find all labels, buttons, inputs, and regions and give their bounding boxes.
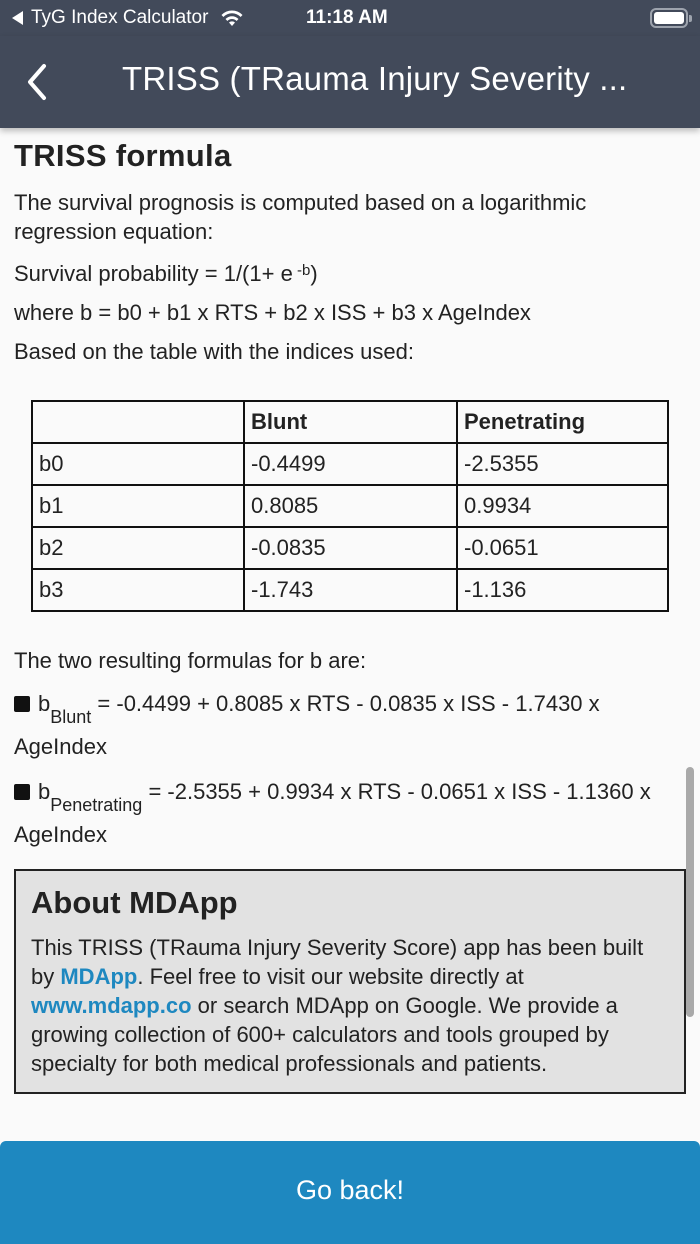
table-cell: -0.4499 xyxy=(244,443,457,485)
website-link[interactable]: www.mdapp.co xyxy=(31,993,192,1018)
back-triangle-icon xyxy=(12,11,23,25)
table-cell: -0.0651 xyxy=(457,527,668,569)
table-cell: -1.136 xyxy=(457,569,668,611)
table-cell: -2.5355 xyxy=(457,443,668,485)
table-cell: 0.9934 xyxy=(457,485,668,527)
table-header xyxy=(32,401,244,443)
return-to-app-button[interactable] xyxy=(12,7,244,29)
about-title: About MDApp xyxy=(31,885,238,920)
wifi-icon xyxy=(220,9,244,27)
table-cell: b2 xyxy=(32,527,244,569)
table-row xyxy=(32,569,668,611)
formula-blunt: $b_{Blunt} = -0.4499 + 0.8085$ x RTS - 0.0835 x ISS - 1.7430 x AgeIndex xyxy=(14,691,600,759)
page-title: TRISS (TRauma Injury Severity ... xyxy=(122,60,628,97)
where-b-text: where b = b0 + b1 x RTS + b2 x ISS + b3 x AgeIndex xyxy=(14,300,531,325)
bullet-square-icon xyxy=(14,784,30,800)
content-scroll-area[interactable] xyxy=(0,128,700,1138)
formula-penetrating: $b_{Penetrating} = -2.5355 + 0.9934$ x RTS - 0.0651 x ISS - 1.1360 x AgeIndex xyxy=(14,779,651,847)
intro-text: The survival prognosis is computed based on a logarithmic regression equation: xyxy=(14,190,587,244)
bullet-square-icon xyxy=(14,696,30,712)
table-header: Blunt xyxy=(244,401,457,443)
status-bar xyxy=(0,0,700,36)
coefficients-table xyxy=(31,400,669,612)
table-cell: 0.8085 xyxy=(244,485,457,527)
chevron-left-icon xyxy=(22,58,62,106)
table-cell: b1 xyxy=(32,485,244,527)
status-time: 11:18 AM xyxy=(306,7,388,28)
mdapp-link[interactable]: MDApp xyxy=(60,964,138,989)
about-mdapp-box xyxy=(14,869,686,1094)
section-title: TRISS formula xyxy=(14,138,232,173)
battery-full-icon xyxy=(650,8,688,28)
table-cell: b3 xyxy=(32,569,244,611)
back-button[interactable] xyxy=(22,58,62,106)
return-app-label: TyG Index Calculator xyxy=(31,7,209,28)
navigation-bar xyxy=(0,36,700,128)
table-row xyxy=(32,485,668,527)
table-cell: -0.0835 xyxy=(244,527,457,569)
table-header: Penetrating xyxy=(457,401,668,443)
table-cell: -1.743 xyxy=(244,569,457,611)
table-row xyxy=(32,527,668,569)
table-header-row xyxy=(32,401,668,443)
survival-formula: Survival probability = 1/(1+ e $^{-b}$) xyxy=(14,261,318,286)
scrollbar[interactable] xyxy=(686,767,694,1017)
go-back-button[interactable]: Go back! xyxy=(0,1141,700,1244)
formulas-intro-text: The two resulting formulas for b are: xyxy=(14,648,367,673)
table-row xyxy=(32,443,668,485)
about-text: This TRISS (TRauma Injury Severity Score) app has been built by MDApp. Feel free to visit our website directly at www.mdapp.co or search MDApp on Google. We provide a growing collection of 600+ calculators and tools grouped by specialty for both medical professionals and patients. xyxy=(31,935,644,1076)
table-cell: b0 xyxy=(32,443,244,485)
table-intro-text: Based on the table with the indices used: xyxy=(14,339,414,364)
